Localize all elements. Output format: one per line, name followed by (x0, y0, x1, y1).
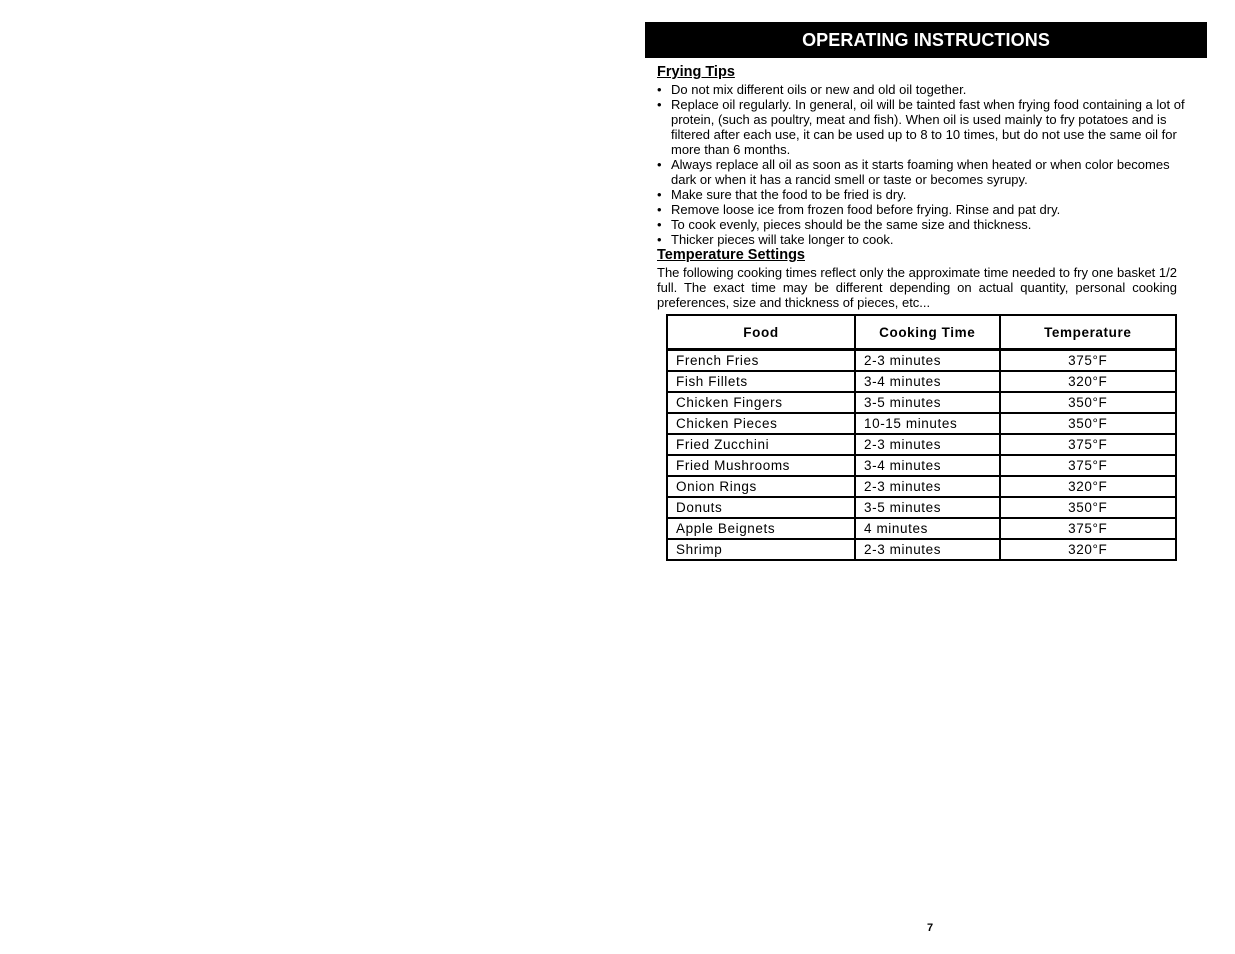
instructions-page (645, 22, 1207, 561)
frying-tips-list (657, 82, 1195, 247)
list-item (657, 97, 1195, 157)
bullet-icon: • (657, 217, 662, 232)
list-item (657, 82, 1195, 97)
food-cell: Chicken Fingers (667, 392, 855, 413)
table-row (667, 434, 1176, 455)
header-temperature: Temperature (1000, 315, 1176, 350)
table-row (667, 518, 1176, 539)
frying-tips-heading: Frying Tips (657, 64, 735, 80)
food-cell: Fried Mushrooms (667, 455, 855, 476)
food-cell: Onion Rings (667, 476, 855, 497)
table-row (667, 476, 1176, 497)
table-header-row (667, 315, 1176, 350)
tip-text: Always replace all oil as soon as it starts foaming when heated or when color becomes dark or when it has a rancid smell or taste or becomes syrupy. (671, 157, 1170, 187)
temperature-cell: 350°F (1000, 392, 1176, 413)
tip-text: Do not mix different oils or new and old oil together. (671, 82, 967, 97)
table-row (667, 371, 1176, 392)
cooking-time-cell: 4 minutes (855, 518, 1000, 539)
temperature-intro-paragraph: The following cooking times reflect only the approximate time needed to fry one basket 1/2 full. The exact time may be different depending on actual quantity, personal cooking preferences, size and thickness of pieces, etc... (657, 265, 1177, 310)
temperature-cell: 375°F (1000, 455, 1176, 476)
temperature-cell: 350°F (1000, 497, 1176, 518)
cooking-time-cell: 3-5 minutes (855, 497, 1000, 518)
food-cell: Donuts (667, 497, 855, 518)
food-cell: Fried Zucchini (667, 434, 855, 455)
cooking-time-cell: 3-4 minutes (855, 371, 1000, 392)
temperature-cell: 375°F (1000, 518, 1176, 539)
table-row (667, 350, 1176, 372)
table-row (667, 539, 1176, 560)
page-content (645, 63, 1195, 561)
cooking-time-cell: 2-3 minutes (855, 539, 1000, 560)
table-row (667, 497, 1176, 518)
food-cell: Chicken Pieces (667, 413, 855, 434)
table-row (667, 455, 1176, 476)
bullet-icon: • (657, 82, 662, 97)
bullet-icon: • (657, 157, 662, 172)
section-banner (645, 22, 1207, 58)
cooking-time-cell: 3-4 minutes (855, 455, 1000, 476)
bullet-icon: • (657, 187, 662, 202)
list-item (657, 157, 1195, 187)
tip-text: Make sure that the food to be fried is dry. (671, 187, 907, 202)
bullet-icon: • (657, 232, 662, 247)
temperature-cell: 375°F (1000, 350, 1176, 372)
food-cell: Apple Beignets (667, 518, 855, 539)
bullet-icon: • (657, 97, 662, 112)
tip-text: Replace oil regularly. In general, oil will be tainted fast when frying food containing a lot of protein, (such as poultry, meat and fish). When oil is used mainly to fry potatoes and is filtered after each use, it can be used up to 8 to 10 times, but do not use the same oil for more than 6 months. (671, 97, 1185, 157)
tip-text: Remove loose ice from frozen food before frying. Rinse and pat dry. (671, 202, 1061, 217)
list-item (657, 202, 1195, 217)
cooking-time-cell: 3-5 minutes (855, 392, 1000, 413)
list-item (657, 187, 1195, 202)
food-cell: Shrimp (667, 539, 855, 560)
temperature-cell: 350°F (1000, 413, 1176, 434)
tip-text: To cook evenly, pieces should be the same size and thickness. (671, 217, 1032, 232)
food-cell: French Fries (667, 350, 855, 372)
cooking-time-cell: 2-3 minutes (855, 434, 1000, 455)
table-row (667, 392, 1176, 413)
cooking-temperature-table (666, 314, 1177, 561)
temperature-cell: 375°F (1000, 434, 1176, 455)
header-food: Food (667, 315, 855, 350)
list-item (657, 232, 1195, 247)
page-number: 7 (926, 922, 934, 934)
list-item (657, 217, 1195, 232)
cooking-time-cell: 2-3 minutes (855, 476, 1000, 497)
temperature-cell: 320°F (1000, 371, 1176, 392)
cooking-time-cell: 2-3 minutes (855, 350, 1000, 372)
header-cooking-time: Cooking Time (855, 315, 1000, 350)
temperature-settings-heading: Temperature Settings (657, 247, 805, 263)
table-row (667, 413, 1176, 434)
food-cell: Fish Fillets (667, 371, 855, 392)
tip-text: Thicker pieces will take longer to cook. (671, 232, 894, 247)
temperature-cell: 320°F (1000, 476, 1176, 497)
banner-title: OPERATING INSTRUCTIONS (802, 30, 1050, 50)
bullet-icon: • (657, 202, 662, 217)
temperature-cell: 320°F (1000, 539, 1176, 560)
cooking-time-cell: 10-15 minutes (855, 413, 1000, 434)
